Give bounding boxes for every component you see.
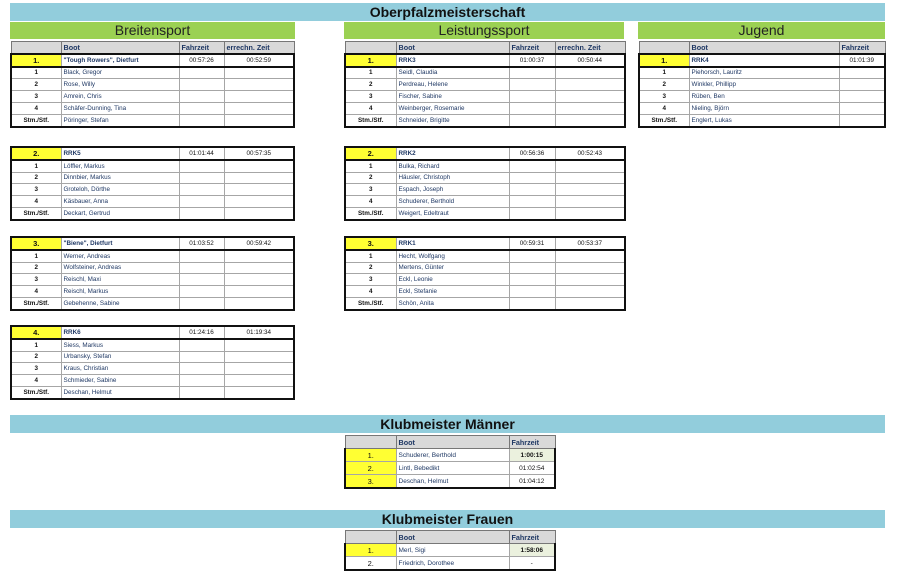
crew-name: Urbansky, Stefan	[61, 351, 179, 363]
crew-name: Piehorsch, Lauritz	[689, 67, 839, 79]
crew-empty-cell	[224, 363, 294, 375]
crew-empty-cell	[179, 262, 224, 274]
crew-empty-cell	[179, 351, 224, 363]
crew-empty-cell	[555, 297, 625, 309]
heading-jugend: Jugend	[638, 22, 885, 39]
crew-row	[345, 286, 625, 298]
crew-seat: 1	[11, 339, 61, 351]
crew-row	[11, 339, 294, 351]
crew-empty-cell	[839, 79, 885, 91]
crew-seat: 4	[11, 102, 61, 114]
crew-row	[11, 297, 294, 309]
crew-row	[11, 286, 294, 298]
crew-seat: 3	[345, 91, 396, 103]
crew-seat: 1	[345, 160, 396, 172]
crew-seat: 1	[345, 250, 396, 262]
boat-row	[639, 54, 885, 67]
crew-empty-cell	[839, 67, 885, 79]
crew-row	[11, 184, 294, 196]
header-errechn: errechn. Zeit	[555, 42, 625, 54]
crew-empty-cell	[224, 351, 294, 363]
header-empty	[345, 436, 396, 449]
crew-name: Wolfsteiner, Andreas	[61, 262, 179, 274]
crew-name: Rüben, Ben	[689, 91, 839, 103]
crew-seat: 1	[11, 250, 61, 262]
errechn-value: 00:52:43	[555, 147, 625, 160]
crew-seat: 3	[11, 274, 61, 286]
klub-row	[345, 557, 555, 571]
crew-empty-cell	[224, 207, 294, 219]
crew-seat: 2	[639, 79, 689, 91]
errechn-value: 00:57:35	[224, 147, 294, 160]
crew-name: Eckl, Leonie	[396, 274, 509, 286]
klub-name: Friedrich, Dorothee	[396, 557, 509, 571]
crew-seat: 2	[11, 172, 61, 184]
heading-leistungssport: Leistungssport	[344, 22, 624, 39]
klub-row	[345, 544, 555, 557]
crew-empty-cell	[179, 339, 224, 351]
boat-name: "Tough Rowers", Dietfurt	[61, 54, 179, 67]
crew-empty-cell	[509, 172, 555, 184]
boat-row	[345, 54, 625, 67]
crew-row	[345, 297, 625, 309]
klub-name: Merl, Sigi	[396, 544, 509, 557]
klub-name: Deschan, Helmut	[396, 475, 509, 489]
crew-row	[11, 363, 294, 375]
crew-name: Espach, Joseph	[396, 184, 509, 196]
crew-row	[345, 79, 625, 91]
crew-seat: 3	[11, 91, 61, 103]
crew-empty-cell	[224, 184, 294, 196]
crew-seat: Stm./Stf.	[639, 114, 689, 126]
crew-empty-cell	[509, 160, 555, 172]
crew-empty-cell	[179, 363, 224, 375]
boat-block	[10, 146, 295, 221]
crew-seat: 2	[345, 262, 396, 274]
crew-row	[11, 114, 294, 126]
crew-empty-cell	[224, 196, 294, 208]
crew-row	[345, 184, 625, 196]
crew-empty-cell	[509, 91, 555, 103]
crew-name: Pöringer, Stefan	[61, 114, 179, 126]
place-label: 2.	[345, 462, 396, 475]
crew-name: Schneider, Brigitte	[396, 114, 509, 126]
klub-time: 1:58:06	[509, 544, 555, 557]
crew-empty-cell	[224, 160, 294, 172]
crew-empty-cell	[509, 250, 555, 262]
crew-empty-cell	[179, 79, 224, 91]
crew-seat: 3	[345, 184, 396, 196]
crew-row	[345, 91, 625, 103]
crew-name: Schäfer-Dunning, Tina	[61, 102, 179, 114]
crew-row	[11, 274, 294, 286]
crew-empty-cell	[839, 114, 885, 126]
heading-breitensport: Breitensport	[10, 22, 295, 39]
crew-empty-cell	[179, 102, 224, 114]
place-label: 1.	[345, 449, 396, 462]
crew-name: Kraus, Christian	[61, 363, 179, 375]
crew-empty-cell	[179, 274, 224, 286]
crew-empty-cell	[224, 274, 294, 286]
crew-row	[345, 67, 625, 79]
crew-name: Rose, Willy	[61, 79, 179, 91]
crew-empty-cell	[179, 91, 224, 103]
header-row	[345, 436, 555, 449]
crew-seat: Stm./Stf.	[11, 207, 61, 219]
crew-row	[345, 102, 625, 114]
crew-name: Schuderer, Berthold	[396, 196, 509, 208]
crew-row	[639, 114, 885, 126]
crew-empty-cell	[509, 184, 555, 196]
crew-seat: Stm./Stf.	[345, 297, 396, 309]
header-boot: Boot	[396, 436, 509, 449]
crew-empty-cell	[224, 286, 294, 298]
crew-row	[11, 160, 294, 172]
boat-name: RRK2	[396, 147, 509, 160]
main-title: Oberpfalzmeisterschaft	[10, 3, 885, 21]
crew-name: Weinberger, Rosemarie	[396, 102, 509, 114]
crew-row	[639, 79, 885, 91]
crew-row	[11, 386, 294, 398]
crew-seat: 3	[345, 274, 396, 286]
boat-name: RRK3	[396, 54, 509, 67]
boat-block	[10, 41, 295, 128]
boat-row	[11, 326, 294, 339]
boat-row	[345, 237, 625, 250]
boat-block	[344, 41, 626, 128]
crew-empty-cell	[179, 207, 224, 219]
errechn-value: 00:50:44	[555, 54, 625, 67]
crew-seat: 4	[11, 196, 61, 208]
crew-row	[345, 114, 625, 126]
crew-empty-cell	[509, 286, 555, 298]
boat-row	[11, 54, 294, 67]
crew-row	[345, 274, 625, 286]
crew-empty-cell	[509, 79, 555, 91]
place-label: 2.	[345, 557, 396, 571]
crew-seat: 1	[639, 67, 689, 79]
crew-row	[11, 262, 294, 274]
boat-block	[344, 236, 626, 311]
crew-empty-cell	[509, 114, 555, 126]
crew-row	[345, 262, 625, 274]
crew-empty-cell	[179, 286, 224, 298]
crew-row	[345, 172, 625, 184]
header-fahrzeit: Fahrzeit	[509, 42, 555, 54]
crew-row	[345, 160, 625, 172]
crew-row	[11, 250, 294, 262]
crew-row	[345, 250, 625, 262]
place-label: 3.	[345, 237, 396, 250]
crew-empty-cell	[555, 262, 625, 274]
header-fahrzeit: Fahrzeit	[179, 42, 224, 54]
crew-name: Reischl, Markus	[61, 286, 179, 298]
place-label: 3.	[345, 475, 396, 489]
crew-seat: 4	[345, 286, 396, 298]
header-boot: Boot	[396, 42, 509, 54]
klub-time: 01:02:54	[509, 462, 555, 475]
crew-empty-cell	[224, 250, 294, 262]
fahrzeit-value: 01:00:37	[509, 54, 555, 67]
crew-empty-cell	[555, 274, 625, 286]
crew-row	[345, 196, 625, 208]
crew-empty-cell	[179, 184, 224, 196]
crew-name: Käsbauer, Anna	[61, 196, 179, 208]
crew-name: Werner, Andreas	[61, 250, 179, 262]
klub-row	[345, 462, 555, 475]
crew-row	[11, 172, 294, 184]
crew-name: Gebehenne, Sabine	[61, 297, 179, 309]
errechn-value: 01:19:34	[224, 326, 294, 339]
crew-empty-cell	[555, 196, 625, 208]
crew-empty-cell	[555, 67, 625, 79]
crew-name: Nieling, Björn	[689, 102, 839, 114]
crew-row	[639, 102, 885, 114]
crew-seat: 4	[639, 102, 689, 114]
klub-frauen-table	[344, 530, 556, 571]
crew-empty-cell	[555, 79, 625, 91]
crew-empty-cell	[509, 207, 555, 219]
crew-empty-cell	[179, 172, 224, 184]
crew-empty-cell	[224, 386, 294, 398]
errechn-value: 00:52:59	[224, 54, 294, 67]
crew-name: Löffler, Markus	[61, 160, 179, 172]
crew-row	[11, 207, 294, 219]
crew-row	[11, 375, 294, 387]
crew-row	[345, 207, 625, 219]
place-label: 1.	[11, 54, 61, 67]
boat-block	[638, 41, 886, 128]
header-empty	[345, 42, 396, 54]
place-label: 3.	[11, 237, 61, 250]
crew-row	[11, 67, 294, 79]
crew-name: Englert, Lukas	[689, 114, 839, 126]
crew-seat: Stm./Stf.	[345, 114, 396, 126]
crew-empty-cell	[555, 91, 625, 103]
crew-name: Hecht, Wolfgang	[396, 250, 509, 262]
crew-empty-cell	[224, 102, 294, 114]
header-fahrzeit: Fahrzeit	[509, 531, 555, 544]
crew-empty-cell	[509, 196, 555, 208]
crew-empty-cell	[224, 79, 294, 91]
fahrzeit-value: 00:56:36	[509, 147, 555, 160]
crew-empty-cell	[509, 262, 555, 274]
fahrzeit-value: 00:59:31	[509, 237, 555, 250]
place-label: 2.	[345, 147, 396, 160]
crew-row	[11, 351, 294, 363]
klub-time: 1:00:15	[509, 449, 555, 462]
crew-empty-cell	[179, 196, 224, 208]
crew-name: Fischer, Sabine	[396, 91, 509, 103]
crew-seat: 1	[11, 160, 61, 172]
crew-empty-cell	[555, 207, 625, 219]
crew-seat: 2	[345, 79, 396, 91]
header-row	[345, 531, 555, 544]
crew-name: Bulka, Richard	[396, 160, 509, 172]
crew-name: Eckl, Stefanie	[396, 286, 509, 298]
crew-empty-cell	[224, 114, 294, 126]
crew-name: Amrein, Chris	[61, 91, 179, 103]
header-row	[345, 42, 625, 54]
crew-row	[639, 91, 885, 103]
crew-name: Schmieder, Sabine	[61, 375, 179, 387]
crew-name: Mertens, Günter	[396, 262, 509, 274]
crew-name: Häusler, Christoph	[396, 172, 509, 184]
boat-block	[344, 146, 626, 221]
crew-empty-cell	[224, 339, 294, 351]
klub-row	[345, 449, 555, 462]
klub-name: Schuderer, Berthold	[396, 449, 509, 462]
boat-row	[11, 237, 294, 250]
klub-time: -	[509, 557, 555, 571]
crew-empty-cell	[839, 102, 885, 114]
boat-name: RRK6	[61, 326, 179, 339]
crew-row	[11, 196, 294, 208]
crew-empty-cell	[555, 286, 625, 298]
crew-empty-cell	[179, 386, 224, 398]
crew-name: Dinnbier, Markus	[61, 172, 179, 184]
errechn-value: 00:53:37	[555, 237, 625, 250]
crew-empty-cell	[555, 184, 625, 196]
crew-seat: 2	[11, 79, 61, 91]
crew-seat: 1	[11, 67, 61, 79]
fahrzeit-value: 01:01:39	[839, 54, 885, 67]
fahrzeit-value: 01:24:16	[179, 326, 224, 339]
place-label: 4.	[11, 326, 61, 339]
crew-seat: 4	[345, 196, 396, 208]
boat-name: "Biene", Dietfurt	[61, 237, 179, 250]
header-boot: Boot	[689, 42, 839, 54]
crew-seat: 2	[11, 262, 61, 274]
crew-name: Black, Gregor	[61, 67, 179, 79]
klub-row	[345, 475, 555, 489]
crew-name: Deckart, Gertrud	[61, 207, 179, 219]
crew-empty-cell	[839, 91, 885, 103]
boat-name: RRK5	[61, 147, 179, 160]
crew-empty-cell	[509, 274, 555, 286]
klub-time: 01:04:12	[509, 475, 555, 489]
header-empty	[639, 42, 689, 54]
crew-seat: 1	[345, 67, 396, 79]
crew-empty-cell	[509, 297, 555, 309]
crew-name: Groteloh, Dörthe	[61, 184, 179, 196]
crew-empty-cell	[555, 172, 625, 184]
header-row	[11, 42, 294, 54]
crew-name: Reischl, Maxi	[61, 274, 179, 286]
crew-seat: 2	[345, 172, 396, 184]
place-label: 1.	[639, 54, 689, 67]
klub-name: Lintl, Bebedikt	[396, 462, 509, 475]
header-empty	[11, 42, 61, 54]
crew-name: Deschan, Helmut	[61, 386, 179, 398]
crew-empty-cell	[224, 172, 294, 184]
crew-empty-cell	[179, 114, 224, 126]
crew-row	[11, 91, 294, 103]
boat-block	[10, 325, 295, 400]
crew-empty-cell	[179, 67, 224, 79]
crew-seat: 3	[639, 91, 689, 103]
boat-name: RRK1	[396, 237, 509, 250]
crew-row	[11, 79, 294, 91]
header-fahrzeit: Fahrzeit	[839, 42, 885, 54]
crew-name: Schön, Anita	[396, 297, 509, 309]
header-fahrzeit: Fahrzeit	[509, 436, 555, 449]
crew-row	[639, 67, 885, 79]
crew-seat: Stm./Stf.	[11, 114, 61, 126]
crew-seat: Stm./Stf.	[11, 386, 61, 398]
header-boot: Boot	[396, 531, 509, 544]
crew-empty-cell	[555, 160, 625, 172]
crew-seat: 4	[345, 102, 396, 114]
boat-block	[10, 236, 295, 311]
boat-name: RRK4	[689, 54, 839, 67]
crew-name: Seidl, Claudia	[396, 67, 509, 79]
crew-seat: 2	[11, 351, 61, 363]
crew-seat: 4	[11, 375, 61, 387]
crew-empty-cell	[224, 91, 294, 103]
crew-empty-cell	[179, 375, 224, 387]
crew-empty-cell	[224, 262, 294, 274]
klub-maenner-table	[344, 435, 556, 489]
fahrzeit-value: 01:03:52	[179, 237, 224, 250]
crew-seat: Stm./Stf.	[345, 207, 396, 219]
crew-empty-cell	[179, 297, 224, 309]
crew-empty-cell	[224, 375, 294, 387]
place-label: 1.	[345, 544, 396, 557]
place-label: 1.	[345, 54, 396, 67]
crew-empty-cell	[555, 250, 625, 262]
crew-empty-cell	[555, 102, 625, 114]
crew-empty-cell	[224, 297, 294, 309]
place-label: 2.	[11, 147, 61, 160]
crew-name: Siess, Markus	[61, 339, 179, 351]
crew-name: Perdreau, Helene	[396, 79, 509, 91]
header-boot: Boot	[61, 42, 179, 54]
errechn-value: 00:59:42	[224, 237, 294, 250]
header-row	[639, 42, 885, 54]
crew-seat: 4	[11, 286, 61, 298]
crew-empty-cell	[555, 114, 625, 126]
boat-row	[11, 147, 294, 160]
crew-name: Winkler, Phillipp	[689, 79, 839, 91]
header-empty	[345, 531, 396, 544]
crew-empty-cell	[179, 160, 224, 172]
crew-empty-cell	[509, 102, 555, 114]
fahrzeit-value: 00:57:26	[179, 54, 224, 67]
crew-row	[11, 102, 294, 114]
crew-empty-cell	[224, 67, 294, 79]
klub-frauen-title: Klubmeister Frauen	[10, 510, 885, 528]
crew-empty-cell	[179, 250, 224, 262]
crew-empty-cell	[509, 67, 555, 79]
boat-row	[345, 147, 625, 160]
crew-seat: Stm./Stf.	[11, 297, 61, 309]
crew-seat: 3	[11, 184, 61, 196]
crew-name: Weigert, Edeltraut	[396, 207, 509, 219]
klub-maenner-title: Klubmeister Männer	[10, 415, 885, 433]
fahrzeit-value: 01:01:44	[179, 147, 224, 160]
header-errechn: errechn. Zeit	[224, 42, 294, 54]
crew-seat: 3	[11, 363, 61, 375]
